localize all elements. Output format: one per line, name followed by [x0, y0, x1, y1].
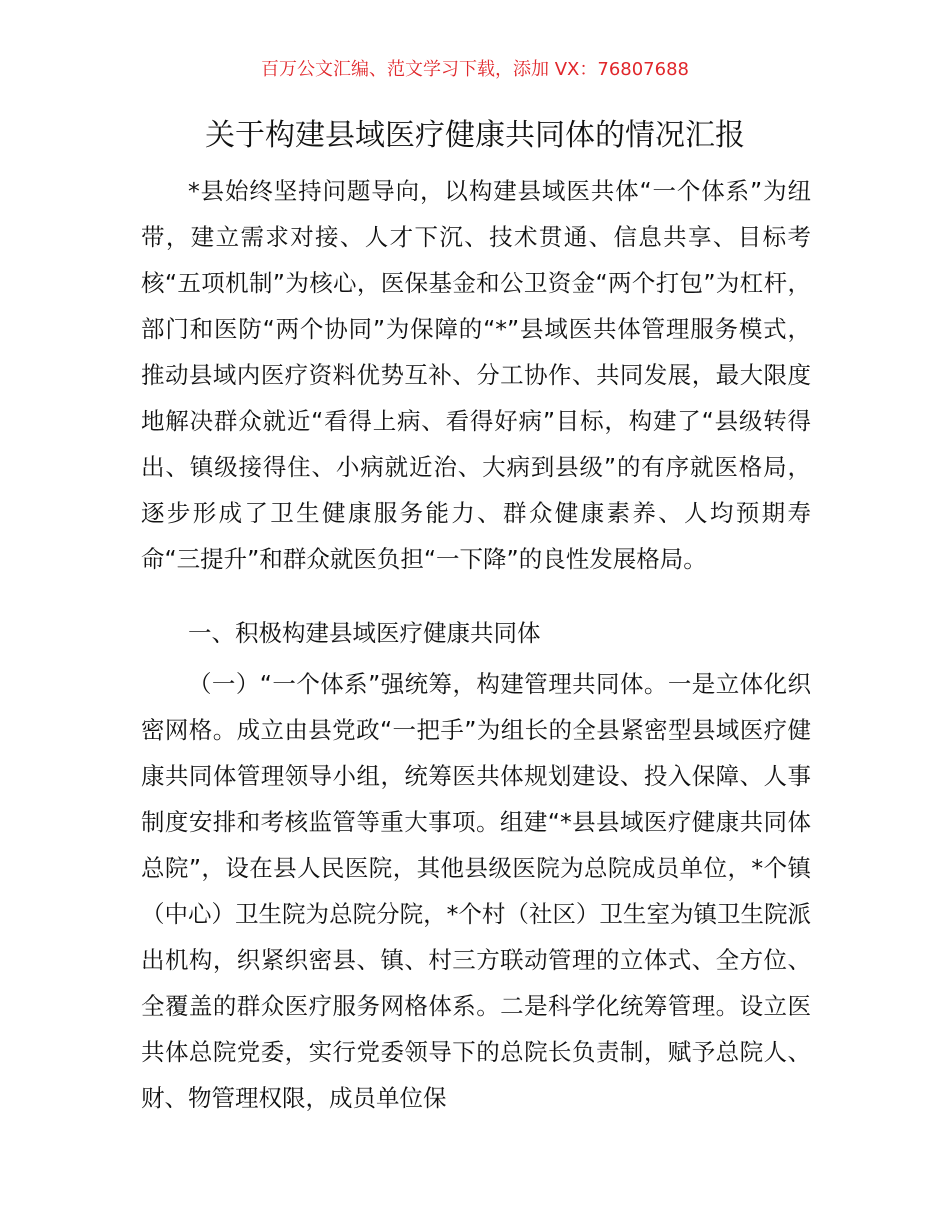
paragraph-section-1-1: （一）“一个体系”强统筹，构建管理共同体。一是立体化织密网格。成立由县党政“一把手”为组长的全县紧密型县域医疗健康共同体管理领导小组，统筹医共体规划建设、投入保障、人事制度安排和考核监管等重大事项。组建“*县县域医疗健康共同体总院”，设在县人民医院，其他县级医院为总院成员单位，*个镇（中心）卫生院为总院分院，*个村（社区）卫生室为镇卫生院派出机构，织紧织密县、镇、村三方联动管理的立体式、全方位、全覆盖的群众医疗服务网格体系。二是科学化统筹管理。设立医共体总院党委，实行党委领导下的总院长负责制，赋予总院人、财、物管理权限，成员单位保 — [141, 670, 811, 1112]
section-heading-1: 一、积极构建县域医疗健康共同体 — [188, 619, 541, 647]
paragraph-intro: *县始终坚持问题导向，以构建县域医共体“一个体系”为纽带，建立需求对接、人才下沉、技术贯通、信息共享、目标考核“五项机制”为核心，医保基金和公卫资金“两个打包”为杠杆，部门和医防“两个协同”为保障的“*”县域医共体管理服务模式，推动县域内医疗资料优势互补、分工协作、共同发展，最大限度地解决群众就近“看得上病、看得好病”目标，构建了“县级转得出、镇级接得住、小病就近治、大病到县级”的有序就医格局，逐步形成了卫生健康服务能力、群众健康素养、人均预期寿命“三提升”和群众就医负担“一下降”的良性发展格局。 — [141, 177, 811, 573]
header-ad-text: 百万公文汇编、范文学习下载，添加 VX：76807688 — [261, 59, 689, 80]
document-title: 关于构建县域医疗健康共同体的情况汇报 — [205, 118, 745, 153]
